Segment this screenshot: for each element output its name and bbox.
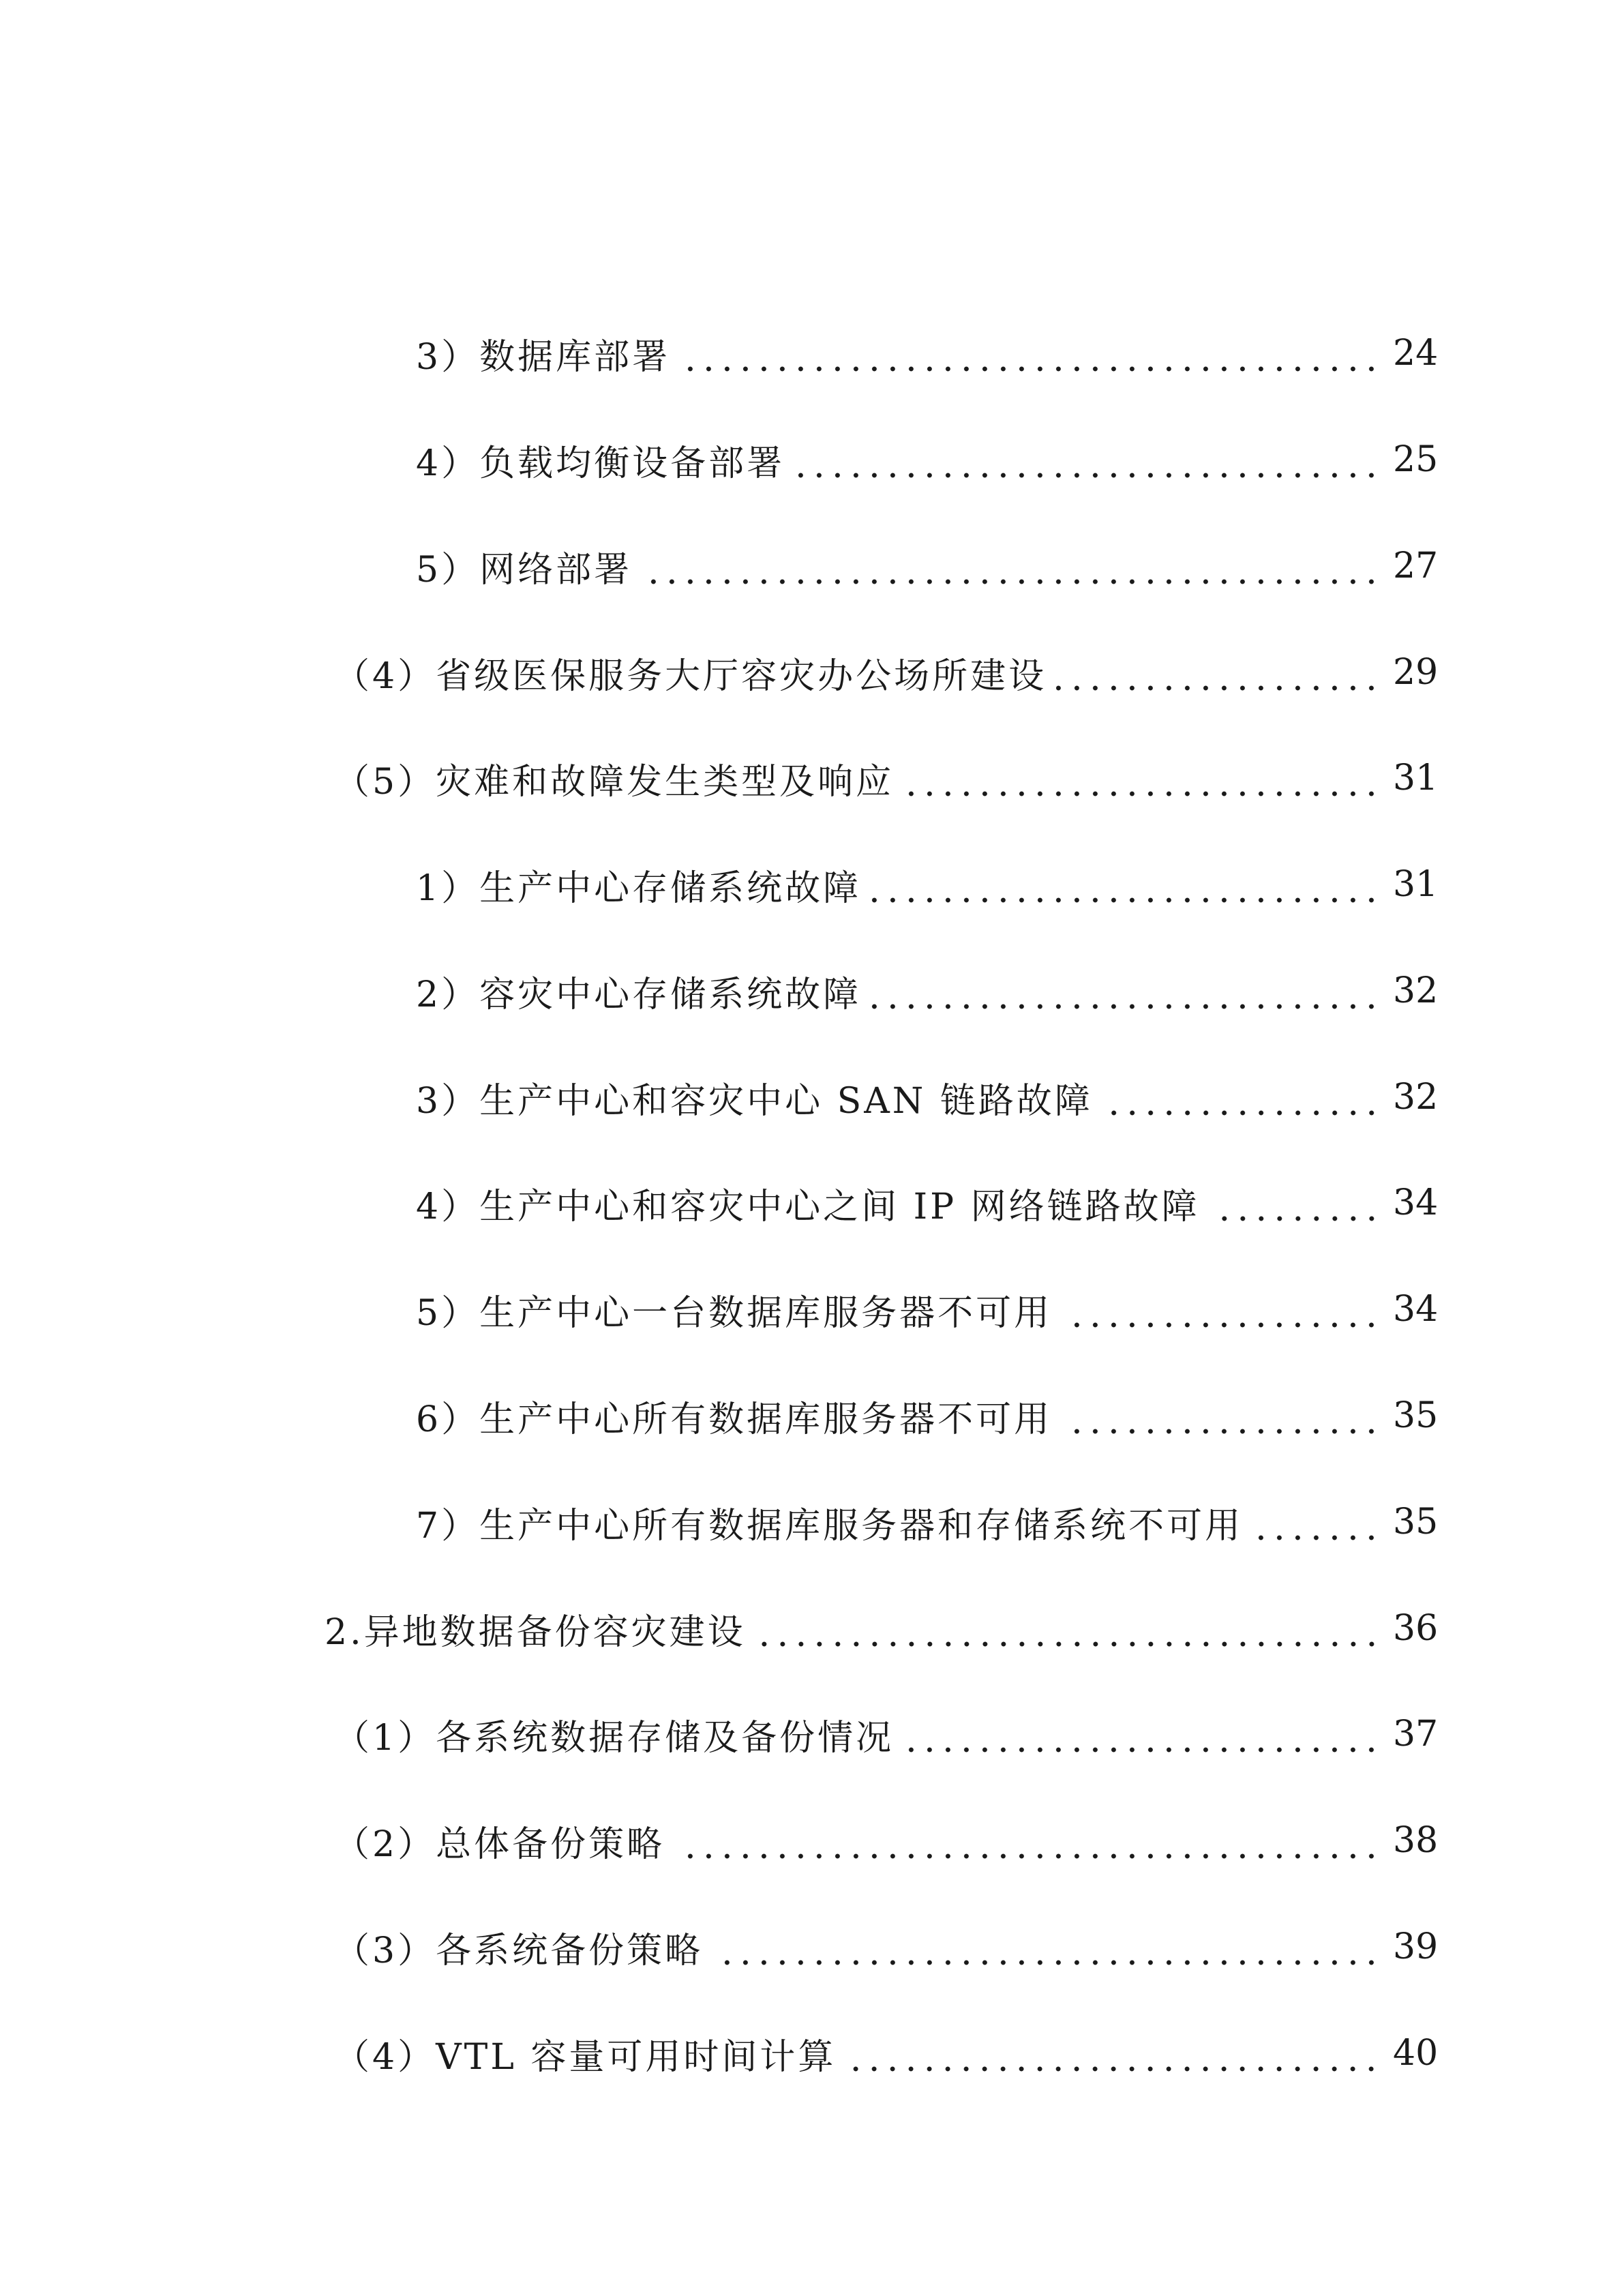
toc-dot-leader	[674, 1806, 1381, 1875]
toc-dot-leader	[712, 1913, 1381, 1981]
toc-entry[interactable]	[334, 1913, 1439, 1981]
toc-dot-leader	[1062, 1382, 1381, 1450]
toc-entry[interactable]	[334, 1700, 1439, 1768]
toc-page-number: 31	[1393, 864, 1439, 905]
toc-entry[interactable]	[416, 1275, 1439, 1343]
toc-dot-leader	[871, 957, 1381, 1025]
toc-entry-title: 3）生产中心和容灾中心 SAN 链路故障	[416, 1080, 1093, 1122]
toc-dot-leader	[1056, 638, 1381, 706]
toc-entry[interactable]	[334, 2019, 1439, 2087]
toc-page-number: 40	[1393, 2033, 1439, 2074]
toc-entry[interactable]	[334, 638, 1439, 706]
toc-page-number: 38	[1393, 1820, 1439, 1861]
toc-entry[interactable]	[416, 426, 1439, 494]
toc-entry[interactable]	[416, 850, 1439, 919]
toc-entry-title: 4）生产中心和容灾中心之间 IP 网络链路故障	[416, 1186, 1200, 1227]
toc-entry-title: 2）容灾中心存储系统故障	[416, 974, 862, 1015]
toc-entry-title: 5）生产中心一台数据库服务器不可用	[416, 1292, 1053, 1334]
toc-dot-leader	[845, 2019, 1381, 2087]
toc-dot-leader	[680, 319, 1381, 387]
toc-page-number: 34	[1393, 1289, 1439, 1330]
toc-entry[interactable]	[416, 957, 1439, 1025]
toc-page-number: 32	[1393, 970, 1439, 1011]
toc-entry[interactable]	[416, 1488, 1439, 1556]
toc-entry-title: （3）各系统备份策略	[334, 1930, 704, 1971]
toc-entry-title: （4）VTL 容量可用时间计算	[334, 2036, 837, 2078]
toc-dot-leader	[903, 744, 1381, 812]
toc-page-number: 35	[1393, 1502, 1439, 1542]
toc-entry-title: 6）生产中心所有数据库服务器不可用	[416, 1399, 1053, 1440]
toc-dot-leader	[1210, 1169, 1381, 1237]
toc-dot-leader	[755, 1594, 1381, 1663]
toc-entry[interactable]	[334, 744, 1439, 812]
toc-page-number: 35	[1393, 1395, 1439, 1436]
toc-entry[interactable]	[416, 532, 1439, 600]
toc-page-number: 36	[1393, 1608, 1439, 1649]
toc-page-number: 25	[1393, 439, 1439, 480]
toc-dot-leader	[1252, 1488, 1381, 1556]
toc-entry[interactable]	[334, 1806, 1439, 1875]
toc-page-number: 34	[1393, 1182, 1439, 1223]
toc-entry-title: 5）网络部署	[416, 549, 633, 591]
toc-dot-leader	[642, 532, 1381, 600]
toc-page-number: 39	[1393, 1926, 1439, 1967]
toc-entry-title: （4）省级医保服务大厅容灾办公场所建设	[334, 655, 1047, 697]
toc-dot-leader	[903, 1700, 1381, 1768]
toc-dot-leader	[1102, 1063, 1381, 1131]
toc-page-number: 27	[1393, 546, 1439, 586]
toc-entry[interactable]	[416, 1063, 1439, 1131]
toc-entry-title: 7）生产中心所有数据库服务器和存储系统不可用	[416, 1505, 1244, 1547]
toc-dot-leader	[1062, 1275, 1381, 1343]
toc-entry[interactable]	[416, 1382, 1439, 1450]
toc-entry-title: 1）生产中心存储系统故障	[416, 867, 862, 909]
toc-entry-title: 3）数据库部署	[416, 336, 671, 378]
toc-entry[interactable]	[416, 1169, 1439, 1237]
toc-page-number: 29	[1393, 652, 1439, 693]
toc-entry[interactable]	[325, 1594, 1439, 1663]
toc-entry-title: 2.异地数据备份容灾建设	[325, 1611, 746, 1653]
toc-page-number: 31	[1393, 758, 1439, 799]
toc-entry[interactable]	[416, 319, 1439, 387]
toc-dot-leader	[871, 850, 1381, 919]
toc-dot-leader	[794, 426, 1381, 494]
toc-page-number: 32	[1393, 1077, 1439, 1118]
toc-entry-title: （1）各系统数据存储及备份情况	[334, 1717, 895, 1759]
toc-entry-title: （2）总体备份策略	[334, 1823, 665, 1865]
toc-page-number: 24	[1393, 333, 1439, 374]
toc-page-number: 37	[1393, 1714, 1439, 1755]
toc-entry-title: 4）负载均衡设备部署	[416, 443, 785, 484]
toc-entry-title: （5）灾难和故障发生类型及响应	[334, 761, 895, 803]
